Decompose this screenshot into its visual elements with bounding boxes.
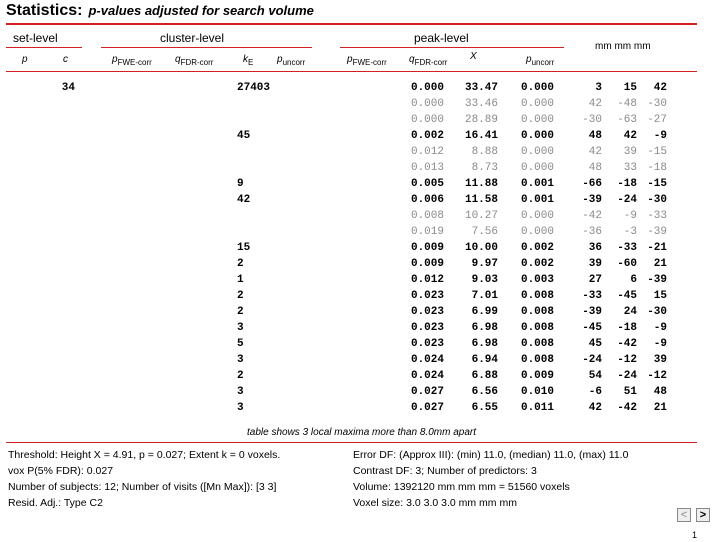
col-cluster-pfwe: $p_{FWE-corr}$ — [112, 54, 152, 67]
header-rule — [6, 71, 697, 72]
cell-peak-pfwe: 0.000 — [410, 82, 444, 94]
cell-cluster-k: 1 — [237, 274, 244, 286]
cell-cluster-k: 3 — [237, 322, 244, 334]
cell-peak-x: 10.27 — [464, 210, 498, 222]
cell-coord-x: 42 — [588, 146, 602, 158]
cell-peak-puncorr: 0.000 — [520, 114, 554, 126]
cell-coord-z: -27 — [647, 114, 667, 126]
cell-peak-pfwe: 0.009 — [410, 242, 444, 254]
cell-peak-pfwe: 0.008 — [410, 210, 444, 222]
page-title — [6, 2, 314, 20]
cell-peak-pfwe: 0.027 — [410, 402, 444, 414]
cell-peak-puncorr: 0.002 — [520, 258, 554, 270]
col-cluster-puncorr: $p_{uncorr}$ — [277, 54, 306, 67]
cell-peak-pfwe: 0.019 — [410, 226, 444, 238]
cell-cluster-k: 3 — [237, 354, 244, 366]
cluster-level-rule — [101, 47, 312, 48]
cell-peak-pfwe: 0.009 — [410, 258, 444, 270]
cell-peak-pfwe: 0.006 — [410, 194, 444, 206]
cell-coord-x: 42 — [588, 98, 602, 110]
cell-coord-x: 36 — [588, 242, 602, 254]
cell-cluster-k: 2 — [237, 370, 244, 382]
page-number: 1 — [691, 530, 697, 540]
title-rule — [6, 23, 697, 25]
cell-cluster-k: 2 — [237, 306, 244, 318]
cell-peak-pfwe: 0.013 — [410, 162, 444, 174]
cell-coord-y: -60 — [617, 258, 637, 270]
title-subtitle: p-values adjusted for search volume — [88, 3, 314, 18]
col-peak-pfwe: $p_{FWE-corr}$ — [347, 54, 387, 67]
footer-subjects: Number of subjects: 12; Number of visits ([Mn Max]): [3 3] — [8, 481, 277, 493]
cell-peak-puncorr: 0.008 — [520, 322, 554, 334]
cell-coord-z: -12 — [647, 370, 667, 382]
cell-peak-pfwe: 0.024 — [410, 354, 444, 366]
cell-peak-x: 6.98 — [471, 322, 498, 334]
cell-peak-pfwe: 0.027 — [410, 386, 444, 398]
footer-threshold: Threshold: Height X = 4.91, p = 0.027; Extent k = 0 voxels. — [8, 449, 281, 461]
cell-coord-y: 33 — [623, 162, 637, 174]
cell-peak-pfwe: 0.002 — [410, 130, 444, 142]
cell-cluster-k: 9 — [237, 178, 244, 190]
cell-peak-x: 8.88 — [471, 146, 498, 158]
cell-coord-y: -42 — [617, 402, 637, 414]
cell-coord-y: -42 — [617, 338, 637, 350]
cell-peak-puncorr: 0.008 — [520, 306, 554, 318]
cell-coord-z: 48 — [653, 386, 667, 398]
col-cluster-qfdr: $q_{FDR-corr}$ — [175, 54, 214, 67]
cell-coord-z: -18 — [647, 162, 667, 174]
cell-peak-x: 7.56 — [471, 226, 498, 238]
cell-coord-y: -12 — [617, 354, 637, 366]
cell-coord-z: -9 — [653, 322, 667, 334]
cell-peak-pfwe: 0.000 — [410, 114, 444, 126]
cell-cluster-k: 42 — [237, 194, 251, 206]
cell-coord-z: -15 — [647, 146, 667, 158]
cell-peak-puncorr: 0.002 — [520, 242, 554, 254]
cell-coord-y: -3 — [623, 226, 637, 238]
cell-coord-y: 42 — [623, 130, 637, 142]
cell-coord-y: -63 — [617, 114, 637, 126]
cell-coord-z: -30 — [647, 306, 667, 318]
footer-fdr: vox P(5% FDR): 0.027 — [8, 465, 114, 477]
cell-peak-puncorr: 0.000 — [520, 146, 554, 158]
cell-coord-z: 21 — [653, 402, 667, 414]
col-peak-x: X — [470, 51, 477, 62]
cell-peak-puncorr: 0.010 — [520, 386, 554, 398]
cell-peak-puncorr: 0.000 — [520, 130, 554, 142]
cell-peak-x: 7.01 — [471, 290, 498, 302]
cell-peak-x: 33.46 — [464, 98, 498, 110]
cell-peak-x: 11.58 — [464, 194, 498, 206]
cell-peak-puncorr: 0.003 — [520, 274, 554, 286]
cell-cluster-k: 3 — [237, 386, 244, 398]
cluster-level-header: cluster-level — [160, 31, 225, 45]
cell-peak-puncorr: 0.000 — [520, 162, 554, 174]
cell-coord-y: 39 — [623, 146, 637, 158]
cell-peak-x: 9.03 — [471, 274, 498, 286]
cell-coord-y: 6 — [630, 274, 637, 286]
cell-peak-pfwe: 0.023 — [410, 306, 444, 318]
cell-cluster-k: 5 — [237, 338, 244, 350]
cell-peak-pfwe: 0.000 — [410, 98, 444, 110]
cell-peak-puncorr: 0.000 — [520, 82, 554, 94]
cell-peak-x: 8.73 — [471, 162, 498, 174]
cell-coord-x: 39 — [588, 258, 602, 270]
cell-coord-y: -45 — [617, 290, 637, 302]
col-set-c: c — [63, 54, 68, 65]
cell-coord-x: -66 — [582, 178, 602, 190]
cell-cluster-k: 2 — [237, 258, 244, 270]
prev-page-button[interactable]: < — [677, 508, 691, 522]
cell-coord-y: 51 — [623, 386, 637, 398]
peak-level-rule — [340, 47, 564, 48]
cell-coord-x: 48 — [588, 130, 602, 142]
cell-coord-z: -9 — [653, 130, 667, 142]
cell-coord-z: -9 — [653, 338, 667, 350]
cell-coord-x: -45 — [582, 322, 602, 334]
cell-coord-x: 3 — [595, 82, 602, 94]
cell-peak-pfwe: 0.024 — [410, 370, 444, 382]
cell-peak-x: 16.41 — [464, 130, 498, 142]
cell-coord-x: -30 — [582, 114, 602, 126]
footer-resid: Resid. Adj.: Type C2 — [8, 497, 103, 509]
cell-peak-puncorr: 0.001 — [520, 194, 554, 206]
cell-coord-x: -39 — [582, 306, 602, 318]
cell-cluster-k: 2 — [237, 290, 244, 302]
footer-rule — [6, 442, 697, 443]
cell-peak-x: 6.55 — [471, 402, 498, 414]
cell-coord-z: 39 — [653, 354, 667, 366]
footer-error-df: Error DF: (Approx III): (min) 11.0, (median) 11.0, (max) 11.0 — [353, 449, 629, 461]
cell-peak-pfwe: 0.023 — [410, 338, 444, 350]
cell-peak-puncorr: 0.000 — [520, 98, 554, 110]
cell-peak-x: 9.97 — [471, 258, 498, 270]
cell-peak-puncorr: 0.011 — [520, 402, 554, 414]
cell-peak-x: 6.99 — [471, 306, 498, 318]
cell-coord-y: -24 — [617, 370, 637, 382]
cell-set-c: 34 — [61, 82, 75, 94]
cell-cluster-k: 27403 — [237, 82, 271, 94]
coords-header: mm mm mm — [595, 41, 651, 52]
footer-contrast-df: Contrast DF: 3; Number of predictors: 3 — [353, 465, 537, 477]
cell-peak-x: 6.56 — [471, 386, 498, 398]
col-peak-qfdr: $q_{FDR-corr}$ — [409, 54, 448, 67]
cell-coord-y: -48 — [617, 98, 637, 110]
cell-peak-puncorr: 0.009 — [520, 370, 554, 382]
footer-voxel-size: Voxel size: 3.0 3.0 3.0 mm mm mm — [353, 497, 517, 509]
cell-peak-x: 6.94 — [471, 354, 498, 366]
cell-coord-y: 15 — [623, 82, 637, 94]
cell-coord-y: -33 — [617, 242, 637, 254]
cell-peak-puncorr: 0.000 — [520, 210, 554, 222]
cell-coord-z: -39 — [647, 274, 667, 286]
cell-coord-x: 45 — [588, 338, 602, 350]
cell-cluster-k: 45 — [237, 130, 251, 142]
cell-coord-z: -39 — [647, 226, 667, 238]
cell-coord-z: -21 — [647, 242, 667, 254]
cell-peak-pfwe: 0.023 — [410, 290, 444, 302]
cell-coord-x: 42 — [588, 402, 602, 414]
cell-coord-z: -30 — [647, 194, 667, 206]
cell-peak-puncorr: 0.008 — [520, 290, 554, 302]
cell-coord-z: -30 — [647, 98, 667, 110]
col-cluster-k: $k_E$ — [243, 54, 254, 67]
cell-coord-x: -6 — [588, 386, 602, 398]
col-peak-puncorr: $p_{uncorr}$ — [526, 54, 555, 67]
cell-coord-y: -24 — [617, 194, 637, 206]
cell-coord-x: -42 — [582, 210, 602, 222]
cell-peak-pfwe: 0.012 — [410, 146, 444, 158]
cell-cluster-k: 15 — [237, 242, 251, 254]
cell-peak-pfwe: 0.005 — [410, 178, 444, 190]
cell-coord-x: 48 — [588, 162, 602, 174]
col-set-p: p — [22, 54, 28, 65]
cell-peak-pfwe: 0.023 — [410, 322, 444, 334]
title-main: Statistics: — [6, 2, 83, 19]
cell-peak-x: 11.88 — [464, 178, 498, 190]
cell-coord-x: -36 — [582, 226, 602, 238]
peak-level-header: peak-level — [414, 31, 469, 45]
cell-peak-x: 6.88 — [471, 370, 498, 382]
cell-cluster-k: 3 — [237, 402, 244, 414]
cell-coord-x: -24 — [582, 354, 602, 366]
cell-coord-x: 54 — [588, 370, 602, 382]
cell-peak-x: 10.00 — [464, 242, 498, 254]
cell-coord-y: -18 — [617, 322, 637, 334]
cell-coord-x: 27 — [588, 274, 602, 286]
cell-peak-x: 28.89 — [464, 114, 498, 126]
cell-peak-puncorr: 0.008 — [520, 354, 554, 366]
cell-peak-puncorr: 0.008 — [520, 338, 554, 350]
cell-coord-z: 42 — [653, 82, 667, 94]
cell-coord-x: -39 — [582, 194, 602, 206]
footer-volume: Volume: 1392120 mm mm mm = 51560 voxels — [353, 481, 570, 493]
cell-coord-z: -15 — [647, 178, 667, 190]
set-level-header: set-level — [13, 31, 58, 45]
cell-coord-y: -18 — [617, 178, 637, 190]
cell-coord-z: 21 — [653, 258, 667, 270]
cell-coord-x: -33 — [582, 290, 602, 302]
next-page-button[interactable]: > — [696, 508, 710, 522]
cell-peak-puncorr: 0.000 — [520, 226, 554, 238]
cell-peak-pfwe: 0.012 — [410, 274, 444, 286]
cell-coord-y: 24 — [623, 306, 637, 318]
cell-peak-x: 33.47 — [464, 82, 498, 94]
set-level-rule — [6, 47, 82, 48]
cell-peak-x: 6.98 — [471, 338, 498, 350]
table-note: table shows 3 local maxima more than 8.0mm apart — [247, 427, 476, 438]
cell-peak-puncorr: 0.001 — [520, 178, 554, 190]
cell-coord-y: -9 — [623, 210, 637, 222]
cell-coord-z: -33 — [647, 210, 667, 222]
cell-coord-z: 15 — [653, 290, 667, 302]
